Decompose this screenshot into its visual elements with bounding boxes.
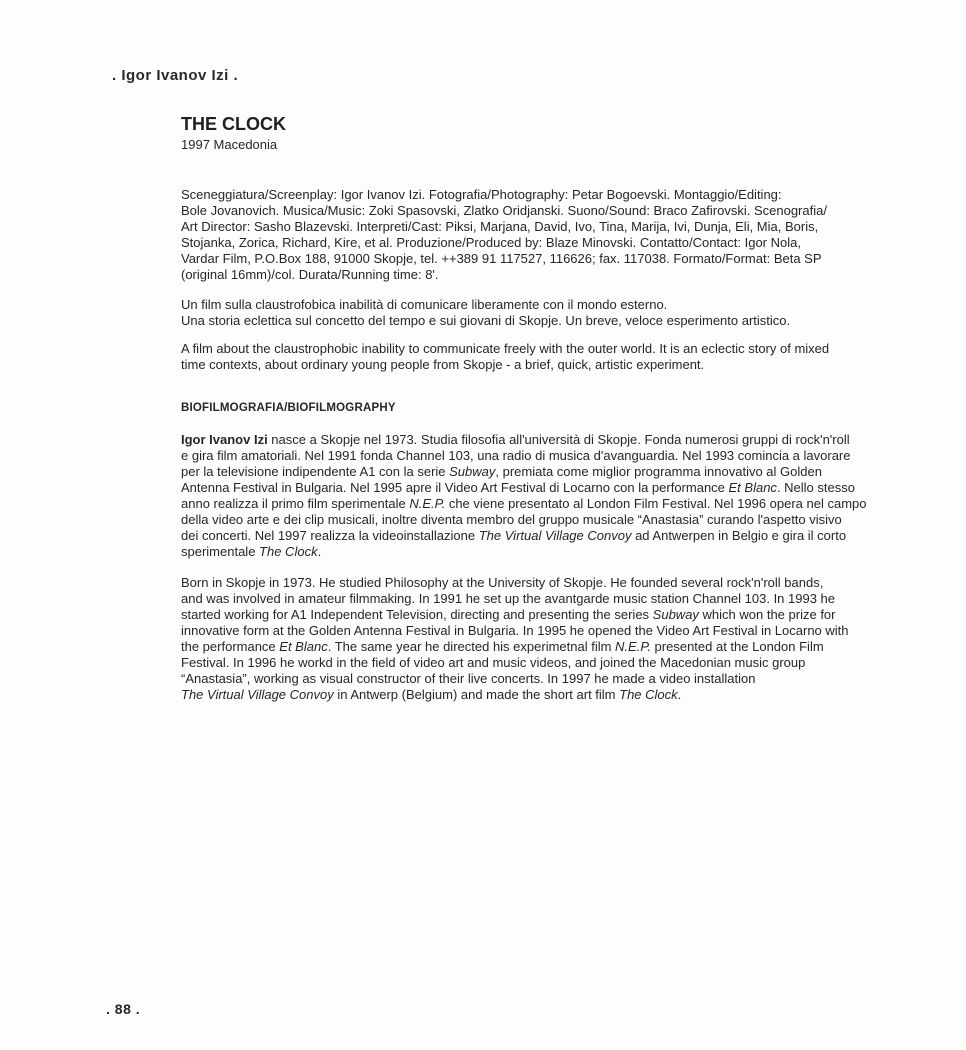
bio-en-line (181, 607, 881, 623)
bio-it-line (181, 480, 881, 496)
work-title: N.E.P. (409, 496, 446, 511)
synopsis-italian (181, 297, 881, 329)
synopsis-it-line: Una storia eclettica sul concetto del tempo e sui giovani di Skopje. Un breve, veloce esperimento artistico. (181, 313, 791, 328)
credits-line: Vardar Film, P.O.Box 188, 91000 Skopje, tel. ++389 91 117527, 116626; fax. 117038. Formato/Format: Beta SP (181, 251, 822, 266)
bio-it-line (181, 528, 881, 544)
bio-text: started working for A1 Independent Television, directing and presenting the series (181, 607, 653, 622)
synopsis-en-line: time contexts, about ordinary young people from Skopje - a brief, quick, artistic experiment. (181, 357, 705, 372)
bio-en-line (181, 639, 881, 655)
bio-text: Antenna Festival in Bulgaria. Nel 1995 apre il Video Art Festival di Locarno con la performance (181, 480, 729, 495)
bio-en-line: Festival. In 1996 he workd in the field of video art and music videos, and joined the Macedonian music group (181, 655, 806, 670)
film-title: THE CLOCK (181, 114, 286, 134)
bio-it-line (181, 496, 881, 512)
bio-en-line: and was involved in amateur filmmaking. In 1991 he set up the avantgarde music station Channel 103. In 1993 he (181, 591, 836, 606)
biography-italian (181, 432, 881, 560)
bio-en-line: Born in Skopje in 1973. He studied Philosophy at the University of Skopje. He founded several rock'n'roll bands, (181, 575, 824, 590)
work-title: Subway (449, 464, 496, 479)
bio-text: in Antwerp (Belgium) and made the short art film (333, 687, 620, 702)
bio-text: che viene presentato al London Film Festival. Nel 1996 opera nel campo (445, 496, 867, 511)
bio-text: dei concerti. Nel 1997 realizza la videoinstallazione (181, 528, 479, 543)
bio-text: . (677, 687, 682, 702)
bio-text: per la televisione indipendente A1 con la serie (181, 464, 450, 479)
credits-line: Art Director: Sasho Blazevski. Interpreti/Cast: Piksi, Marjana, David, Ivo, Tina, Marija, Ivi, Dunja, Eli, Mia, Boris, (181, 219, 819, 234)
credits-line: (original 16mm)/col. Durata/Running time: 8'. (181, 267, 439, 282)
biography-english (181, 575, 881, 703)
credits-line: Sceneggiatura/Screenplay: Igor Ivanov Izi. Fotografia/Photography: Petar Bogoevski. Montaggio/Editing: (181, 187, 782, 202)
bio-it-line: della video arte e dei clip musicali, inoltre diventa membro del gruppo musicale “Anastasia” curando l'aspetto visivo (181, 512, 842, 527)
bio-text: sperimentale (181, 544, 260, 559)
work-title: The Virtual Village Convoy (181, 687, 334, 702)
bio-text: nasce a Skopje nel 1973. Studia filosofia all'università di Skopje. Fonda numerosi gruppi di rock'n'roll (267, 432, 850, 447)
bio-it-line (181, 544, 881, 560)
bio-text: , premiata come miglior programma innovativo al Golden (495, 464, 822, 479)
work-title: The Clock (259, 544, 318, 559)
bio-text: the performance (181, 639, 280, 654)
synopsis-it-line: Un film sulla claustrofobica inabilità di comunicare liberamente con il mondo esterno. (181, 297, 668, 312)
synopsis-en-line: A film about the claustrophobic inability to communicate freely with the outer world. It is an eclectic story of mixed (181, 341, 830, 356)
work-title: Et Blanc (728, 480, 777, 495)
bio-text: which won the prize for (698, 607, 836, 622)
work-title: Et Blanc (279, 639, 328, 654)
bio-text: . (317, 544, 322, 559)
bio-it-line (181, 432, 881, 448)
bio-text: presented at the London Film (650, 639, 824, 654)
bio-it-line: e gira film amatoriali. Nel 1991 fonda Channel 103, una radio di musica d'avanguardia. Nel 1993 comincia a lavorare (181, 448, 851, 463)
film-year-country: 1997 Macedonia (181, 137, 278, 152)
bio-en-line (181, 687, 881, 703)
credits-line: Stojanka, Zorica, Richard, Kire, et al. Produzione/Produced by: Blaze Minovski. Contatto/Contact: Igor Nola, (181, 235, 801, 250)
synopsis-english (181, 341, 881, 373)
director-name: Igor Ivanov Izi (181, 432, 268, 447)
bio-it-line (181, 464, 881, 480)
work-title: N.E.P. (615, 639, 651, 654)
bio-en-line: innovative form at the Golden Antenna Festival in Bulgaria. In 1995 he opened the Video Art Festival in Locarno with (181, 623, 849, 638)
credits-line: Bole Jovanovich. Musica/Music: Zoki Spasovski, Zlatko Oridjanski. Suono/Sound: Braco Zafirovski. Scenografia/ (181, 203, 827, 218)
credits-block (181, 187, 881, 283)
work-title: The Virtual Village Convoy (478, 528, 632, 543)
film-entry (181, 113, 881, 703)
work-title: Subway (652, 607, 699, 622)
bio-text: ad Antwerpen in Belgio e gira il corto (631, 528, 847, 543)
bio-text: . Nello stesso (776, 480, 855, 495)
bio-en-line: “Anastasia”, working as visual constructor of their live concerts. In 1997 he made a video installation (181, 671, 756, 686)
bio-text: . The same year he directed his experimetnal film (327, 639, 616, 654)
page-number: . 88 . (106, 1001, 141, 1017)
biofilmography-heading: BIOFILMOGRAFIA/BIOFILMOGRAPHY (181, 402, 396, 414)
work-title: The Clock (619, 687, 678, 702)
bio-text: anno realizza il primo film sperimentale (181, 496, 410, 511)
author-header: . Igor Ivanov Izi . (112, 67, 239, 84)
